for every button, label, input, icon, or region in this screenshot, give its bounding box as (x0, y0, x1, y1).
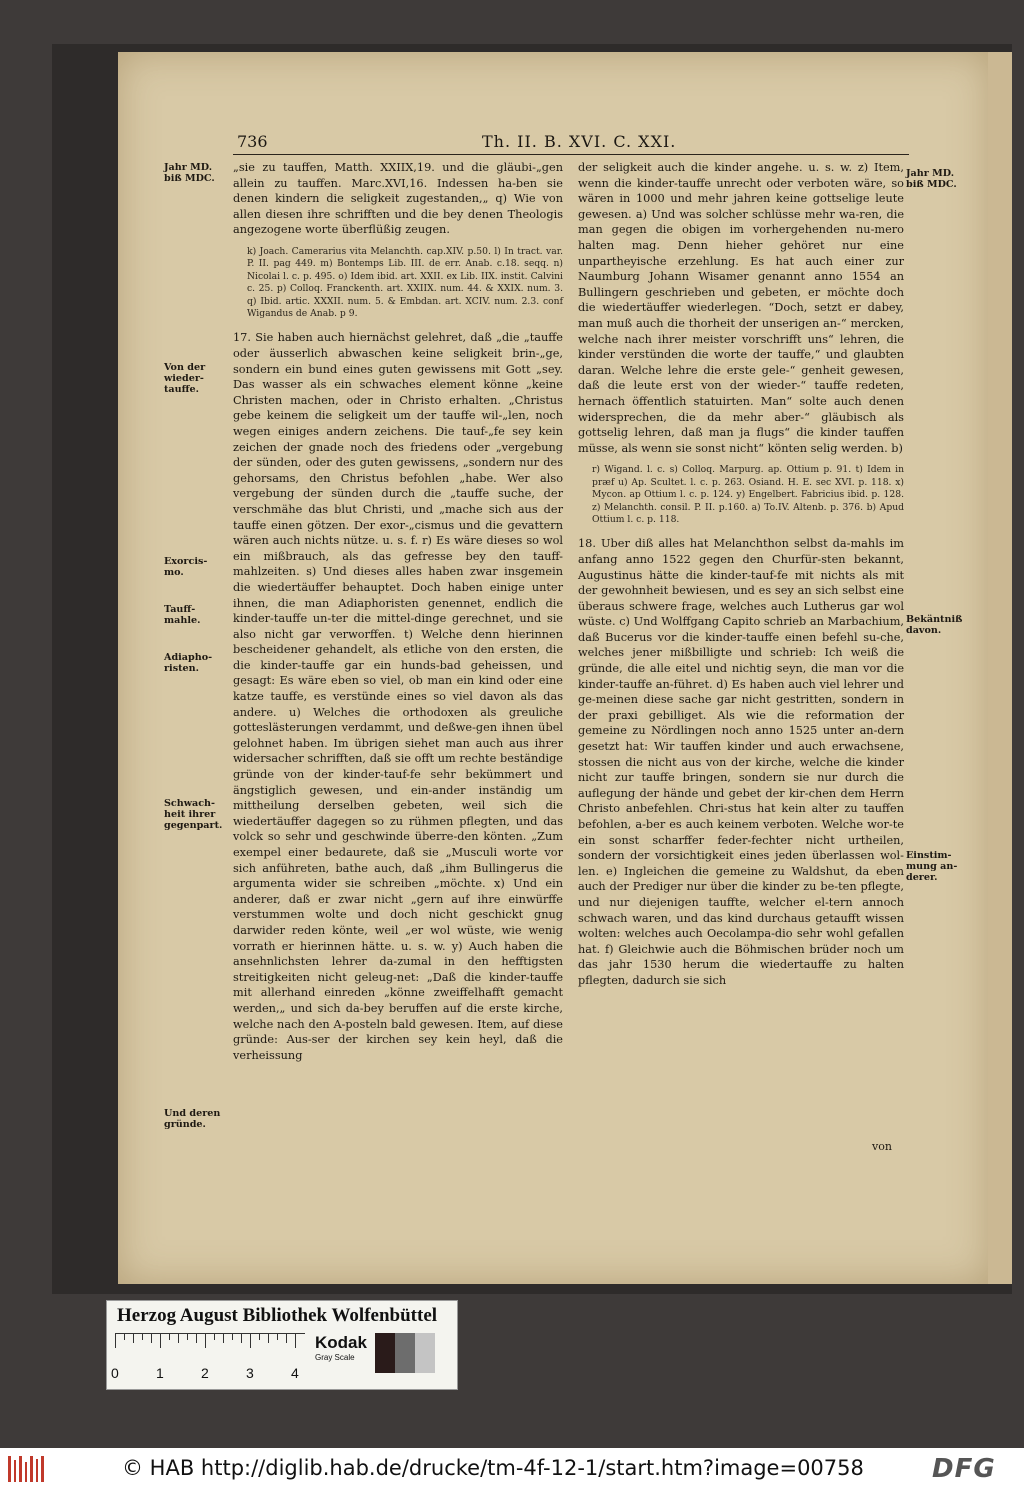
margin-note-tauffmahle: Tauff-mahle. (164, 604, 201, 626)
header-rule (233, 154, 909, 155)
card-title: Herzog August Bibliothek Wolfenbüttel (117, 1305, 438, 1326)
left-paragraph-17: 17. Sie haben auch hiernächst gelehret, daß „die „tauffe oder äusserlich abwaschen keine seligkeit brin-„ge, sondern ein bund eines guten gewissens mit Gott „sey. Das wasser als ein schwaches element könne „keine Christen machen, oder in Christo erhalten. „Christus gebe keinem die seligkeit um der tauffe wil-„len, noch wegen einiges andern zeichens. Die tauf-„fe sey kein zeichen der gnade noch des friedens oder „vergebung der sünden, oder des guten gewissens, „sondern nur des gehorsams, den Christus befohlen „habe. Wer also vergebung der sünden durch die „tauffe suche, der verschmähe das blut Christi, und „mache sich aus der tauffe einen götzen. Der exor-„cismus und die gevattern wären auch nichts nütze. u. s. f. r) Es wäre dieses so wol ein mißbrauch, als das gefresse bey den tauff-mahlzeiten. s) Und dieses alles haben zwar insgemein die wiedertäuffer behauptet. Doch haben einige unter ihnen, die man Adiaphoristen genennet, endlich die kinder-tauffe un-ter die mittel-dinge gerechnet, und sie also nicht gar verworffen. t) Welche denn hierinnen bescheidener gehandelt, als etliche von den ersten, die die kinder-tauffe gar ein hunds-bad geheissen, und gesagt: Es wäre eben so viel, ob man ein kind oder eine katze tauffe, es verstünde eines so viel davon als das andere. u) Welches die orthodoxen als greuliche gotteslästerungen verdammt, und deßwe-gen ihnen übel gelohnet haben. Im übrigen siehet man auch aus ihrer widersacher schrifften, daß sie offt um rechte beständige gründe von der kinder-tauf-fe sehr bekümmert und ängstiglich gewesen, und ein-ander inständig um mittheilung derselben gebeten, weil sich die wiedertäuffer dagegen so zu rühmen pflegten, und das volck so sehr und geschwinde überre-den könten. „Zum exempel einer bedaurete, daß sie „Musculi worte vor sich anführeten, bathe auch, daß „ihm Bullingerus die argumenta wider sie schreiben „möchte. x) Und ein anderer, daß er zwar nicht „gern auf ihre einwürffe verstummen wolte und doch nicht geschickt gnug darwider reden könte, weil „er wol wüste, wie wenig vorrath er hierinnen hätte. u. s. w. y) Auch haben die ansehnlichsten lehrer da-zumal in den hefftigsten streitigkeiten nicht geleug-net: „Daß die kinder-tauffe mit allerhand einreden „könne zweiffelhafft gemacht werden,„ und sich da-bey beruffen auf die erste kirche, welche nach den A-posteln bald gewesen. Item, auf diese gründe: Aus-ser der kirchen sey kein heyl, daß die verheissung (233, 331, 563, 1062)
running-head: Th. II. B. XVI. C. XXI. (482, 132, 677, 151)
footer-bar (0, 1448, 1024, 1489)
margin-note-einstimmung: Einstim-mung an-derer. (906, 850, 958, 883)
right-paragraph-18: 18. Uber diß alles hat Melanchthon selbst da-mahls im anfang anno 1522 gegen den Churfür-sten bekannt, Augustinus hätte die kinder-tauf-fe mit nichts als mit der gewohnheit bewiesen, und es sey an sich selbst eine überaus schwere frage, welches auch Lutherus gar wol wüste. c) Und Wolffgang Capito schrieb an Marbachium, daß Bucerus vor die kinder-tauffe einen befehl su-che, welches jener mißbilligte und schrieb: Ich weiß die gründe, die alle eitel und nichtig seyn, die man vor die kinder-tauffe an-führet. d) Es haben auch viel lehrer und ge-meinen diese sache gar nicht gestritten, sondern in der praxi gebilliget. Als wie die reformation der gemeine zu Nördlingen noch anno 1525 unter an-dern gesetzt hat: Wir tauffen kinder und auch erwachsene, stossen die nicht aus von der kirche, welche die kinder nicht zur tauffe bringen, sondern sie nur durch die auflegung der hände und gebet der kir-chen dem Herrn Christo anbefehlen. Chri-stus hat kein alter zu tauffen befohlen, a-ber es auch keinem verboten. Welche wor-te ein sonst scharffer feder-fechter nicht urtheilen, sondern der vorsichtigkeit eines jeden überlassen wol-len. e) Ingleichen die gemeine zu Waldshut, da eben auch der Prediger nur über die kinder zu be-ten pflegte, und nur diejenigen tauffte, welcher el-tern annoch schwach waren, und das kind durchaus getaufft wissen wolten: welches auch Oecolampa-dio sehr wohl gefallen hat. f) Gleichwie auch die Böhmischen brüder noch um das jahr 1530 herum die wiedertauffe zu halten pflegten, dadurch sie sich (578, 537, 904, 987)
margin-note-wiedertauffe: Von der wieder-tauffe. (164, 362, 206, 395)
page-number: 736 (237, 132, 268, 151)
left-footnotes: k) Joach. Camerarius vita Melanchth. cap.XIV. p.50. l) In tract. var. P. II. pag 449. m) Bontemps Lib. III. de err. Anab. c.18. seqq. n) Nicolai l. c. p. 495. o) Idem ibid. art. XXII. ex Lib. IIX. instit. Calvini c. 25. p) Colloq. Franckenth. art. XXIIX. num. 44. & XXIX. num. 3. q) Ibid. artic. XXXII. num. 5. & Embdan. art. XCIV. num. 2.3. conf Wigandus de Anab. p 9. (247, 245, 563, 319)
ruler-label-0: 0 (111, 1365, 119, 1381)
margin-note-year-left: Jahr MD. biß MDC. (164, 162, 215, 184)
scale-ruler (115, 1333, 305, 1358)
gray-patch-light (415, 1333, 435, 1373)
right-paragraph-1: der seligkeit auch die kinder angehe. u. s. w. z) Item, wenn die kinder-tauffe unrecht oder verboten wäre, so wären in 1000 und mehr jahren keine gottselige leute gewesen. a) Und was solcher schlüsse mehr wa-ren, die man gegen die obigen im vorhergehenden nu-mero halten mag. Denn hieher gehöret nur eine unpartheyische erzehlung. Es hat auch einer zur Naumburg Johann Wisamer genannt anno 1554 an Bullingern geschrieben und gebeten, er möchte doch die wiedertäuffer wiederlegen. “Doch, setzt er dabey, man muß auch die thorheit der unserigen an-“ mercken, welche nach ihrer meister vorschrifft uns“ lehren, die kinder verstünden die worte der tauffe,“ und glaubten daran. Welche lehre die erste gele-“ genheit gewesen, daß die leute erst von der wieder-“ tauffe redeten, hernach öffentlich statuirten. Man“ solte auch denen widersprechen, die da mehr aber-“ gläubisch als gottselig lehren, daß man ja flugs“ die kinder tauffen müsse, als wenn sie sonst nicht“ könten selig werden. b) (578, 161, 904, 455)
margin-note-bekaentniss: Bekäntniß davon. (906, 614, 963, 636)
gray-scale-label: Gray Scale (315, 1353, 355, 1362)
dfg-logo: DFG (932, 1454, 996, 1484)
right-footnotes: r) Wigand. l. c. s) Colloq. Marpurg. ap. Ottium p. 91. t) Idem in præf u) Ap. Scultet. l. c. p. 263. Osiand. H. E. sec XVI. p. 118. x) Mycon. ap Ottium l. c. p. 124. y) Engelbert. Fabricius ibid. p. 128. z) Melanchth. consil. P. II. p.160. a) To.IV. Altenb. p. 376. b) Apud Ottium l. c. p. 118. (592, 464, 904, 525)
left-paragraph-1: „sie zu tauffen, Matth. XXIIX,19. und die gläubi-„gen allein zu tauffen. Marc.XVI,16. Indessen ha-ben sie denen kindern die seligkeit zugestanden,„ q) Wie von allen diesen ihre schrifften und die bey denen Theologis angezogene worte überflüßig zeugen. (233, 161, 563, 237)
gray-patch-dark (375, 1333, 395, 1373)
catchword: von (872, 1140, 892, 1153)
gray-patch-mid (395, 1333, 415, 1373)
kodak-label: Kodak (315, 1333, 367, 1352)
ruler-label-1: 1 (156, 1365, 164, 1381)
ruler-label-3: 3 (246, 1365, 254, 1381)
footer-link[interactable]: © HAB http://diglib.hab.de/drucke/tm-4f-12-1/start.htm?image=00758 (122, 1456, 864, 1480)
ruler-label-4: 4 (291, 1365, 299, 1381)
margin-note-adiaphoristen: Adiapho-risten. (164, 652, 213, 674)
right-column (578, 160, 904, 993)
ruler-label-2: 2 (201, 1365, 209, 1381)
margin-note-schwachheit: Schwach-heit ihrer gegenpart. (164, 798, 223, 831)
margin-note-exorcismo: Exorcis-mo. (164, 556, 208, 578)
margin-note-gruende: Und deren gründe. (164, 1108, 221, 1130)
left-column (233, 160, 563, 1067)
barcode-icon (8, 1456, 48, 1482)
color-card (106, 1300, 458, 1390)
margin-note-year-right: Jahr MD. biß MDC. (906, 168, 957, 190)
facing-page-edge (988, 52, 1012, 1284)
